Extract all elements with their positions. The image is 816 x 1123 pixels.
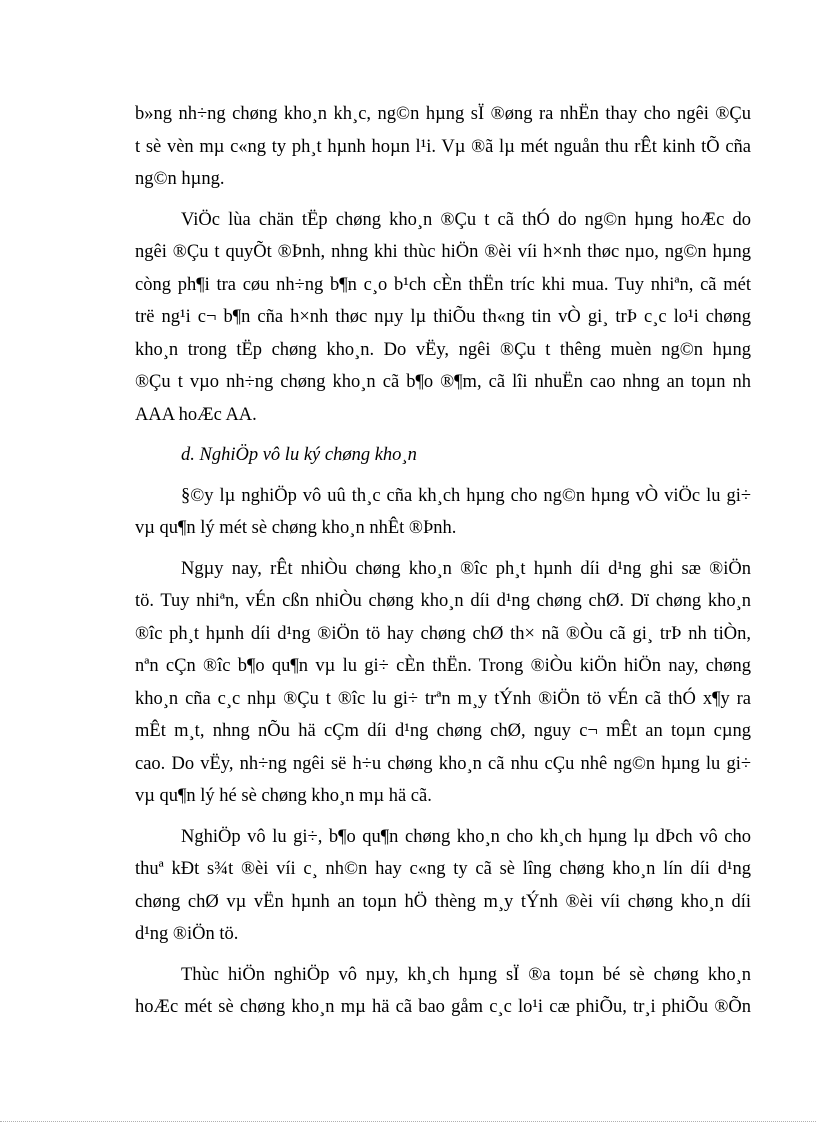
text-line: mÊt m¸t, nhng nÕu hä cÇm díi d¹ng chøng chØ, nguy c¬ mÊt an toµn cµng xyxy=(135,721,751,741)
text-line: cao. Do vËy, nh÷ng ngêi së h÷u chøng kho¸n cã nhu cÇu nhê ng©n hµng lu gi÷ xyxy=(135,753,751,774)
text-line: ng©n hµng. xyxy=(135,169,225,189)
text-line: §©y lµ nghiÖp vô uû th¸c cña kh¸ch hµng cho ng©n hµng vÒ viÖc lu gi÷ xyxy=(181,485,751,506)
text-line: tö. Tuy nhiªn, vÉn cßn nhiÒu chøng kho¸n díi d¹ng chøng chØ. Dï chøng kho¸n xyxy=(135,591,751,611)
text-line: kho¸n trong tËp chøng kho¸n. Do vËy, ngêi ®Çu t thêng muèn ng©n hµng xyxy=(135,339,751,360)
paragraph-1 xyxy=(135,98,751,196)
text-line: ®îc ph¸t hµnh díi d¹ng ®iÖn tö hay chøng chØ th× nã ®Òu cã gi¸ trÞ nh tiÒn, xyxy=(135,623,751,644)
text-line: kho¸n cña c¸c nhµ ®Çu t ®îc lu gi÷ trªn m¸y tÝnh ®iÖn tö vÉn cã thÓ x¶y ra xyxy=(135,688,751,709)
text-line: nªn cÇn ®îc b¶o qu¶n vµ lu gi÷ cÈn thËn. Trong ®iÒu kiÖn hiÖn nay, chøng xyxy=(135,656,751,676)
page-body xyxy=(135,98,751,1032)
text-line: Ngµy nay, rÊt nhiÒu chøng kho¸n ®îc ph¸t hµnh díi d¹ng ghi sæ ®iÖn xyxy=(181,558,751,579)
text-line: NghiÖp vô lu gi÷, b¶o qu¶n chøng kho¸n cho kh¸ch hµng lµ dÞch vô cho xyxy=(181,826,751,847)
text-line: t sè vèn mµ c«ng ty ph¸t hµnh hoµn l¹i. Vµ ®ã lµ mét nguån thu rÊt kinh tÕ cña xyxy=(135,136,751,157)
text-line: còng ph¶i tra cøu nh÷ng b¶n c¸o b¹ch cÈn thËn tríc khi mua. Tuy nhiªn, cã mét xyxy=(135,274,751,295)
page-bottom-border xyxy=(0,1121,816,1122)
text-line: Thùc hiÖn nghiÖp vô nµy, kh¸ch hµng sÏ ®a toµn bé sè chøng kho¸n xyxy=(181,964,751,985)
text-line: AAA hoÆc AA. xyxy=(135,404,257,425)
section-heading-text: d. NghiÖp vô lu ký chøng kho¸n xyxy=(181,445,417,465)
text-line: thuª kÐt s¾t ®èi víi c¸ nh©n hay c«ng ty cã sè lîng chøng kho¸n lín díi d¹ng xyxy=(135,859,751,879)
paragraph-6 xyxy=(135,959,751,1024)
text-line: ViÖc lùa chän tËp chøng kho¸n ®Çu t cã thÓ do ng©n hµng hoÆc do xyxy=(181,209,751,230)
section-heading xyxy=(135,439,751,472)
paragraph-4 xyxy=(135,553,751,813)
paragraph-2 xyxy=(135,204,751,432)
text-line: d¹ng ®iÖn tö. xyxy=(135,924,239,944)
text-line: vµ qu¶n lý hé sè chøng kho¸n mµ hä cã. xyxy=(135,786,432,806)
paragraph-5 xyxy=(135,821,751,951)
text-line: trë ng¹i c¬ b¶n cña h×nh thøc nµy lµ thiÕu th«ng tin vÒ gi¸ trÞ c¸c lo¹i chøng xyxy=(135,307,751,327)
paragraph-3 xyxy=(135,480,751,545)
text-line: ngêi ®Çu t quyÕt ®Þnh, nhng khi thùc hiÖn ®èi víi h×nh thøc nµo, ng©n hµng xyxy=(135,242,751,262)
text-line: hoÆc mét sè chøng kho¸n mµ hä cã bao gåm c¸c lo¹i cæ phiÕu, tr¸i phiÕu ®Õn xyxy=(135,997,751,1017)
text-line: b»ng nh÷ng chøng kho¸n kh¸c, ng©n hµng sÏ ®øng ra nhËn thay cho ngêi ®Çu xyxy=(135,104,751,124)
text-line: chøng chØ vµ vËn hµnh an toµn hÖ thèng m¸y tÝnh ®èi víi chøng kho¸n díi xyxy=(135,891,751,912)
text-line: ®Çu t vµo nh÷ng chøng kho¸n cã b¶o ®¶m, cã lîi nhuËn cao nhng an toµn nh xyxy=(135,372,751,392)
text-line: vµ qu¶n lý mét sè chøng kho¸n nhÊt ®Þnh. xyxy=(135,518,457,538)
